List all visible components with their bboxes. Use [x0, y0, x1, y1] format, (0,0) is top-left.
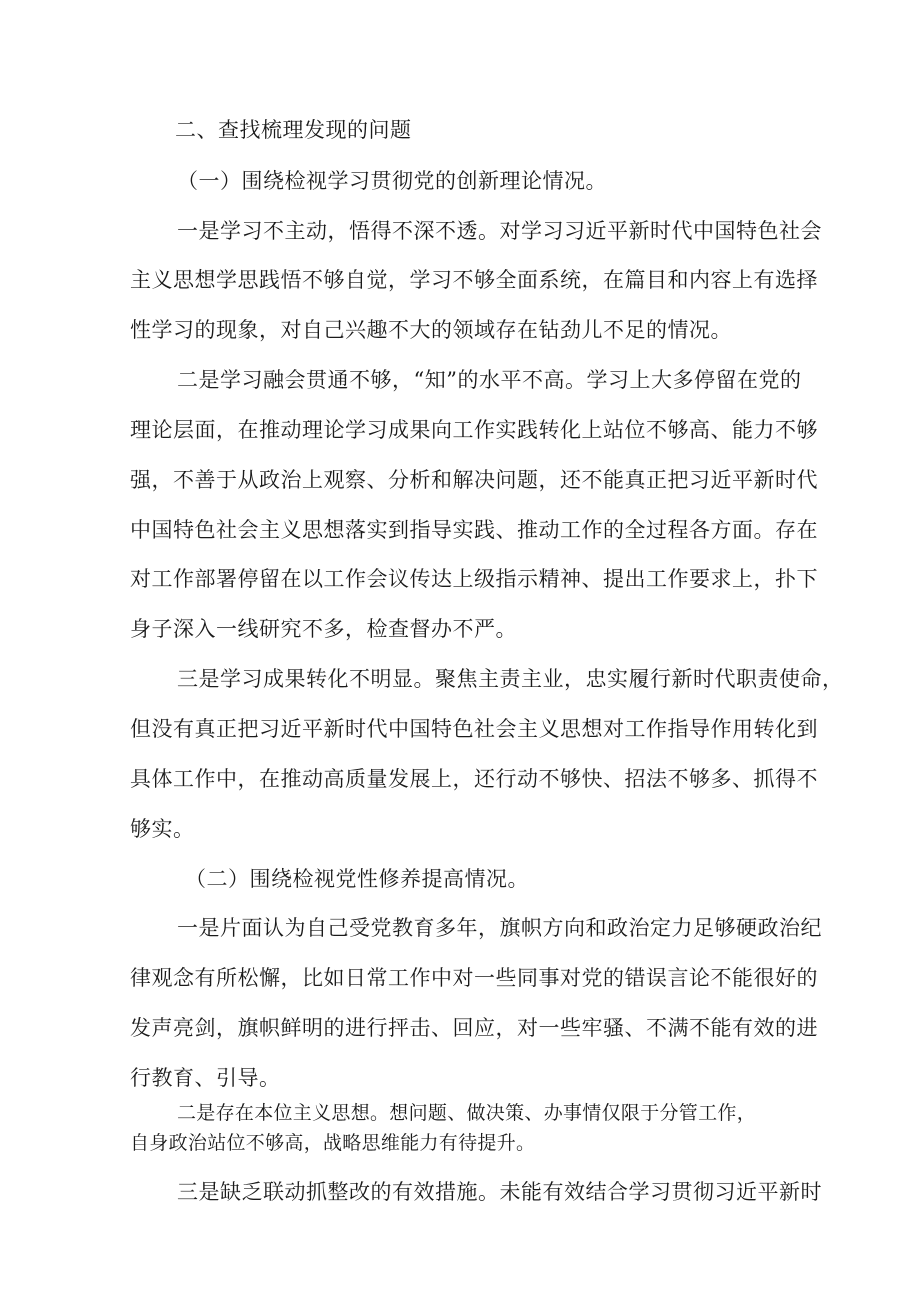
paragraph-line: 够实。: [130, 817, 195, 841]
paragraph-line: 理论层面，在推动理论学习成果向工作实践转化上站位不够高、能力不够: [130, 418, 818, 442]
paragraph-line: 主义思想学思践悟不够自觉，学习不够全面系统，在篇目和内容上有选择: [130, 268, 818, 292]
paragraph-line: 身子深入一线研究不多，检查督办不严。: [130, 617, 517, 641]
paragraph-line: 对工作部署停留在以工作会议传达上级指示精神、提出工作要求上，扑下: [130, 567, 818, 591]
paragraph-line: 二是存在本位主义思想。想问题、做决策、办事情仅限于分管工作，: [177, 1102, 757, 1124]
paragraph-line: 中国特色社会主义思想落实到指导实践、推动工作的全过程各方面。存在: [130, 518, 818, 542]
paragraph-line: 但没有真正把习近平新时代中国特色社会主义思想对工作指导作用转化到: [130, 717, 818, 741]
paragraph-line: 二是学习融会贯通不够，“知”的水平不高。学习上大多停留在党的: [177, 368, 802, 392]
paragraph-line: 三是学习成果转化不明显。聚焦主责主业，忠实履行新时代职责使命，: [177, 667, 844, 691]
paragraph-line: 行教育、引导。: [130, 1066, 281, 1090]
paragraph-line: 具体工作中，在推动高质量发展上，还行动不够快、招法不够多、抓得不: [130, 767, 818, 791]
paragraph-line: 性学习的现象，对自己兴趣不大的领域存在钻劲儿不足的情况。: [130, 318, 732, 342]
paragraph-line: 三是缺乏联动抓整改的有效措施。未能有效结合学习贯彻习近平新时: [177, 1180, 822, 1204]
paragraph-line: 律观念有所松懈，比如日常工作中对一些同事对党的错误言论不能很好的: [130, 966, 818, 990]
paragraph-line: 强，不善于从政治上观察、分析和解决问题，还不能真正把习近平新时代: [130, 468, 818, 492]
paragraph-line: 一是学习不主动，悟得不深不透。对学习习近平新时代中国特色社会: [177, 219, 822, 243]
subsection-title-1: （一）围绕检视学习贯彻党的创新理论情况。: [177, 169, 607, 193]
subsection-title-2: （二）围绕检视党性修养提高情况。: [185, 867, 529, 891]
section-heading: 二、查找梳理发现的问题: [175, 118, 412, 142]
paragraph-line: 自身政治站位不够高，战略思维能力有待提升。: [130, 1132, 536, 1154]
paragraph-line: 发声亮剑，旗帜鲜明的进行抨击、回应，对一些牢骚、不满不能有效的进: [130, 1016, 818, 1040]
paragraph-line: 一是片面认为自己受党教育多年，旗帜方向和政治定力足够硬政治纪: [177, 916, 822, 940]
